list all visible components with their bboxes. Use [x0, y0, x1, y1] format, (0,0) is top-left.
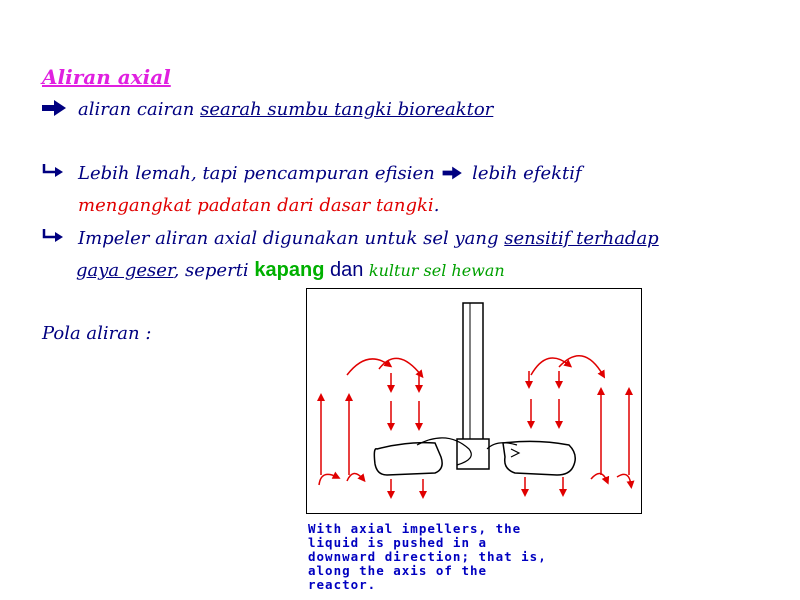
axial-flow-diagram — [306, 288, 642, 514]
flow-loop-right-bottom — [591, 473, 607, 481]
flow-loop-right-top-inner — [559, 356, 603, 375]
bold-right-arrow-icon — [440, 165, 466, 181]
bullet2-line-b: gaya geser, seperti kapang dan kultur sel hewan — [76, 259, 505, 281]
bold-right-arrow-icon — [40, 98, 70, 118]
impeller-blade-right — [503, 441, 575, 475]
axial-flow-drawing — [307, 289, 643, 515]
flow-loop-left-bottom — [319, 474, 337, 485]
flow-loop-left-top — [347, 359, 389, 375]
impeller-blade-left — [374, 443, 442, 475]
flow-loop-left-top-inner — [379, 358, 421, 375]
flow-loop-right-bottom-2 — [617, 474, 631, 485]
slide-title: Aliran axial — [42, 65, 171, 89]
figure-caption: With axial impellers, the liquid is pushed in a downward direction; that is, along the axis of the reactor. — [308, 521, 547, 592]
hooked-right-arrow-icon — [40, 227, 70, 247]
flow-loop-right-top — [531, 358, 569, 375]
bullet2-line-a: Impeler aliran axial digunakan untuk sel yang sensitif terhadap — [78, 228, 659, 249]
bullet1-line-b: mengangkat padatan dari dasar tangki. — [78, 195, 440, 216]
impeller-shaft — [463, 303, 483, 443]
line-axial-flow: aliran cairan searah sumbu tangki bioreaktor — [78, 99, 494, 120]
pola-aliran-label: Pola aliran : — [42, 323, 152, 344]
hooked-right-arrow-icon — [40, 162, 70, 182]
bullet1-line-a: Lebih lemah, tapi pencampuran efisien lebih efektif — [78, 163, 582, 184]
